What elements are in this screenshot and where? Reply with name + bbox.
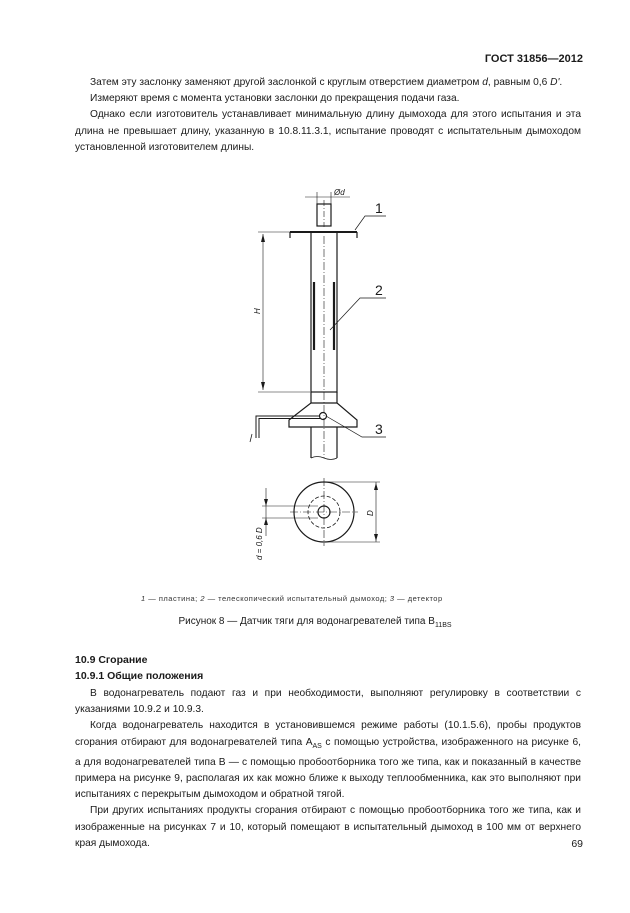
draught-hood: [289, 392, 357, 427]
intro-paragraph-3: Однако если изготовитель устанавливает минимальную длину дымохода для этого испытания и эта длина не превышает длину, указанную в 10.8.11.3.1, испытание проводят с испытательным дымоходом установленной изготовителем длины.: [75, 109, 581, 153]
section-paragraph-3: При других испытаниях продукты сгорания отбирают с помощью пробоотборника того же типа, как и изображенные на рисунках 7 и 10, который помещают в испытательный дымоход в 100 мм от верхнего края дымохода.: [75, 805, 581, 849]
intro-paragraph-1: Затем эту заслонку заменяют другой заслонкой с круглым отверстием диаметром d, равным 0,6 D'.: [90, 77, 563, 88]
detector: [320, 413, 327, 420]
intro-paragraph-2: Измеряют время с момента установки заслонки до прекращения подачи газа.: [90, 93, 460, 105]
label-D: D: [366, 510, 375, 516]
label-d: Ød: [334, 188, 345, 197]
callout-2: 2: [375, 282, 383, 298]
label-d-ratio: d = 0,6 D: [255, 527, 264, 560]
subsection-heading: 10.9.1 Общие положения: [75, 670, 204, 682]
section-heading: 10.9 Сгорание: [75, 654, 148, 666]
section-paragraph-2: Когда водонагреватель находится в установившемся режиме работы (10.1.5.6), пробы продуктов сгорания отбирают для водонагревателей типа $A_{AS}$ с помощью устройства, изображенного на рисунке 6, а для водонагревателей типа B — с помощью пробоотборника того же типа, как и показанный в качестве примера на рисунке 9, располагая их как можно ближе к выходу теплообменника, как это выполняют при испытаниях с перекрытым дымоходом и обратной тягой.: [75, 720, 581, 801]
page-number: 69: [571, 838, 583, 850]
figure-caption: Рисунок 8 — Датчик тяги для водонагревателей типа $B_{11BS}$: [178, 616, 452, 629]
section-paragraph-1: В водонагреватель подают газ и при необходимости, выполняют регулировку в соответствии с указаниями 10.9.2 и 10.9.3.: [75, 688, 581, 716]
callout-1: 1: [375, 200, 383, 216]
section-text: [75, 686, 581, 852]
document-header: ГОСТ 31856—2012: [484, 53, 583, 65]
callout-3: 3: [375, 421, 383, 437]
figure-legend: 1 — пластина; 2 — телескопический испытательный дымоход; 3 — детектор: [141, 594, 443, 603]
label-H: H: [253, 308, 262, 314]
